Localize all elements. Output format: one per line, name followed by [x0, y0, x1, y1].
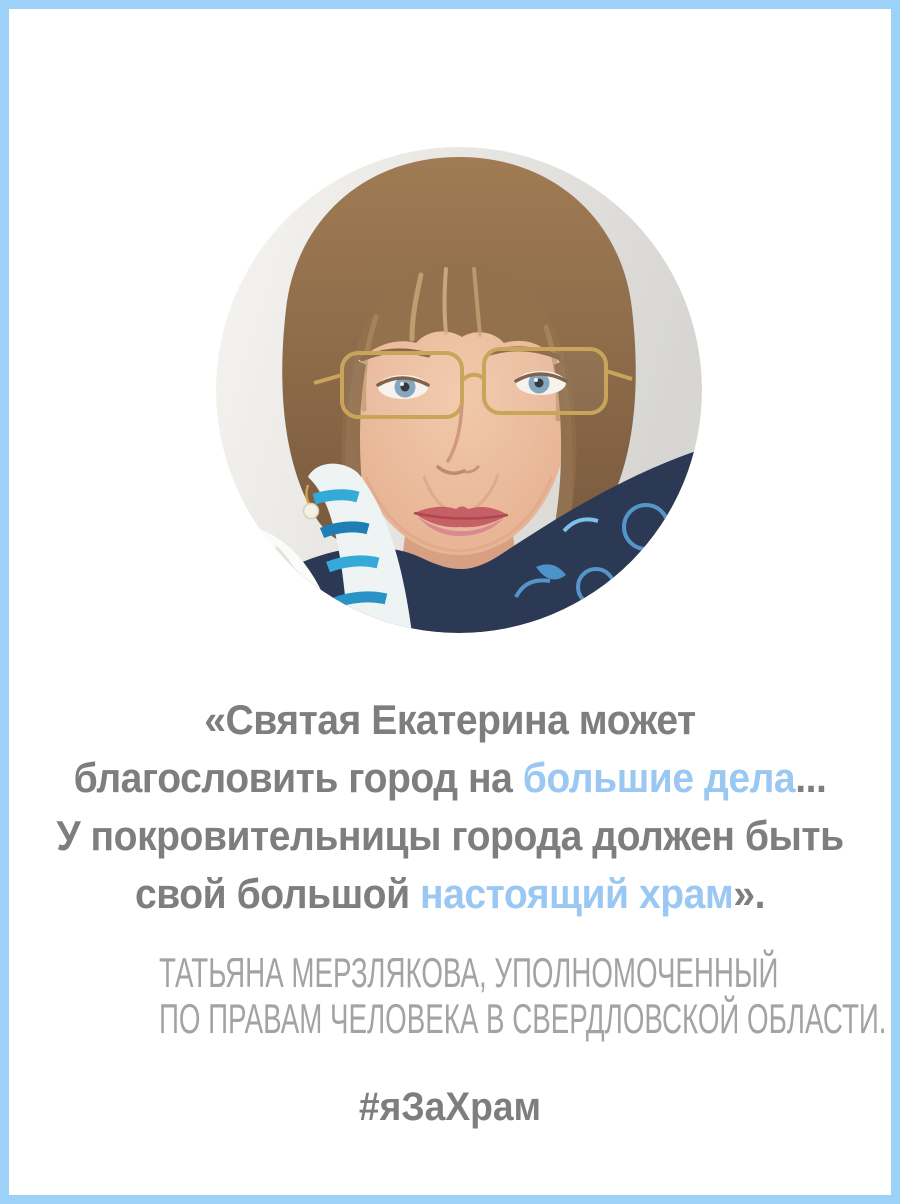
quote-segment: свой большой [134, 870, 421, 917]
portrait-photo [216, 147, 702, 633]
quote-segment: «Святая Екатерина может [204, 696, 696, 743]
quote-line-1 [40, 691, 860, 749]
quote-text [40, 691, 860, 923]
quote-line-4 [40, 865, 860, 923]
attribution-line-2: ПО ПРАВАМ ЧЕЛОВЕКА В СВЕРДЛОВСКОЙ ОБЛАСТИ. [158, 995, 887, 1042]
quote-segment: У покровительницы города должен быть [56, 812, 844, 859]
attribution-line-1: ТАТЬЯНА МЕРЗЛЯКОВА, УПОЛНОМОЧЕННЫЙ [158, 949, 779, 996]
quote-highlight: настоящий храм [420, 870, 734, 917]
quote-segment: благословить город на [73, 754, 523, 801]
woman-portrait-illustration [216, 147, 702, 633]
quote-line-3 [40, 807, 860, 865]
quote-highlight: большие дела [522, 754, 796, 801]
attribution [158, 949, 887, 1042]
hashtag: #яЗаХрам [358, 1085, 542, 1129]
quote-segment: ... [795, 754, 827, 801]
quote-line-2 [40, 749, 860, 807]
quote-segment: ». [733, 870, 765, 917]
